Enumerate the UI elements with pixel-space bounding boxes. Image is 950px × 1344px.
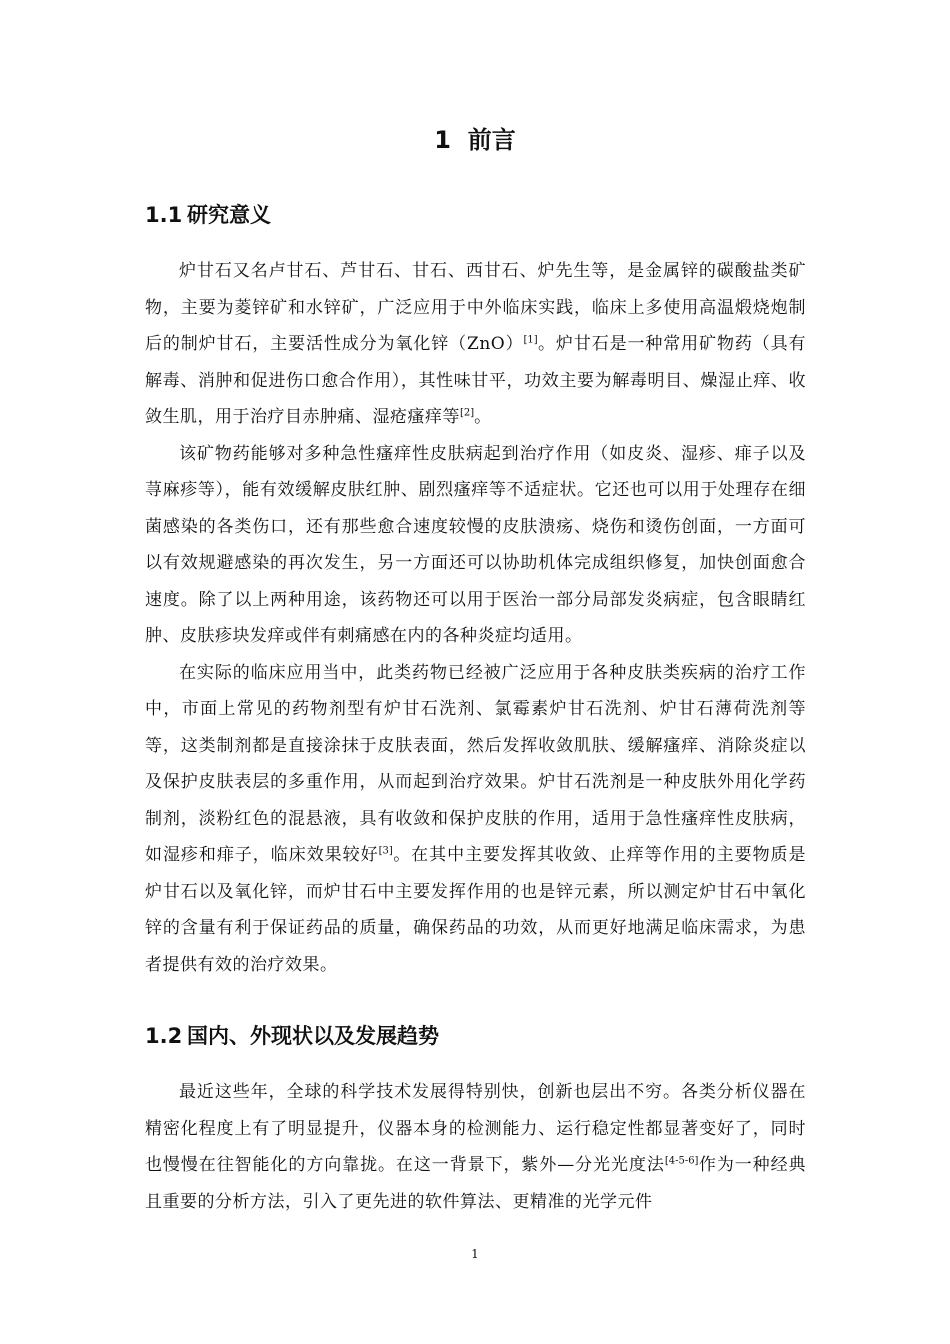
section-1-2-body <box>145 1074 806 1220</box>
chapter-title-text: 前言 <box>467 126 516 154</box>
paragraph <box>145 655 806 984</box>
citation: [2] <box>460 407 475 419</box>
chapter-title <box>0 120 950 160</box>
section-heading-1-1 <box>145 198 271 232</box>
paragraph-text: 在实际的临床应用当中，此类药物已经被广泛应用于各种皮肤类疾病的治疗工作中，市面上常见的药物剂型有炉甘石洗剂、氯霉素炉甘石洗剂、炉甘石薄荷洗剂等等，这类制剂都是直接涂抹于皮肤表面，然后发挥收敛肌肤、缓解瘙痒、消除炎症以及保护皮肤表层的多重作用，从而起到治疗效果。炉甘石洗剂是一种皮肤外用化学药制剂，淡粉红色的混悬液，具有收敛和保护皮肤的作用，适用于急性瘙痒性皮肤病，如湿疹和痱子，临床效果较好 <box>145 662 806 865</box>
paragraph-text: 炉甘石又名卢甘石、芦甘石、甘石、西甘石、炉先生等，是金属锌的碳酸盐类矿物，主要为菱锌矿和水锌矿，广泛应用于中外临床实践，临床上多使用高温煅烧炮制后的制炉甘石，主要活性成分为氧化锌（ZnO） <box>145 261 806 354</box>
section-title: 研究意义 <box>187 203 271 227</box>
chapter-number: 1 <box>434 126 451 154</box>
paragraph: 该矿物药能够对多种急性瘙痒性皮肤病起到治疗作用（如皮炎、湿疹、痱子以及荨麻疹等），能有效缓解皮肤红肿、剧烈瘙痒等不适症状。它还也可以用于处理存在细菌感染的各类伤口，还有那些愈合速度较慢的皮肤溃疡、烧伤和烫伤创面，一方面可以有效规避感染的再次发生，另一方面还可以协助机体完成组织修复，加快创面愈合速度。除了以上两种用途，该药物还可以用于医治一部分局部发炎病症，包含眼睛红肿、皮肤疹块发痒或伴有刺痛感在内的各种炎症均适用。 <box>145 443 806 646</box>
section-1-1-body <box>145 253 806 983</box>
paragraph <box>145 253 806 436</box>
section-number: 1.2 <box>145 1024 183 1048</box>
paragraph-text: 作为一种经典且重要的分析方法，引入了更先进的软件算法、更精准的光学元件 <box>145 1155 807 1212</box>
paragraph-text: 最近这些年，全球的科学技术发展得特别快，创新也层出不穷。各类分析仪器在精密化程度上有了明显提升，仪器本身的检测能力、运行稳定性都显著变好了，同时也慢慢在往智能化的方向靠拢。在这一背景下，紫外—分光光度法 <box>145 1082 806 1175</box>
paragraph <box>145 1074 806 1220</box>
citation: [3] <box>378 845 393 857</box>
page-number: 1 <box>471 1247 479 1261</box>
paragraph-text: 。炉甘石是一种常用矿物药（具有解毒、消肿和促进伤口愈合作用），其性味甘平，功效主要为解毒明目、燥湿止痒、收敛生肌，用于治疗目赤肿痛、湿疮瘙痒等 <box>145 334 806 427</box>
section-heading-1-2 <box>145 1019 439 1053</box>
section-number: 1.1 <box>145 203 183 227</box>
citation: [4-5-6] <box>664 1155 699 1167</box>
paragraph-text: 。 <box>474 407 492 427</box>
section-title: 国内、外现状以及发展趋势 <box>187 1024 439 1048</box>
citation: [1] <box>523 334 538 346</box>
paragraph-text: 。在其中主要发挥其收敛、止痒等作用的主要物质是炉甘石以及氧化锌，而炉甘石中主要发挥作用的也是锌元素，所以测定炉甘石中氧化锌的含量有利于保证药品的质量，确保药品的功效，从而更好地满足临床需求，为患者提供有效的治疗效果。 <box>145 845 807 975</box>
